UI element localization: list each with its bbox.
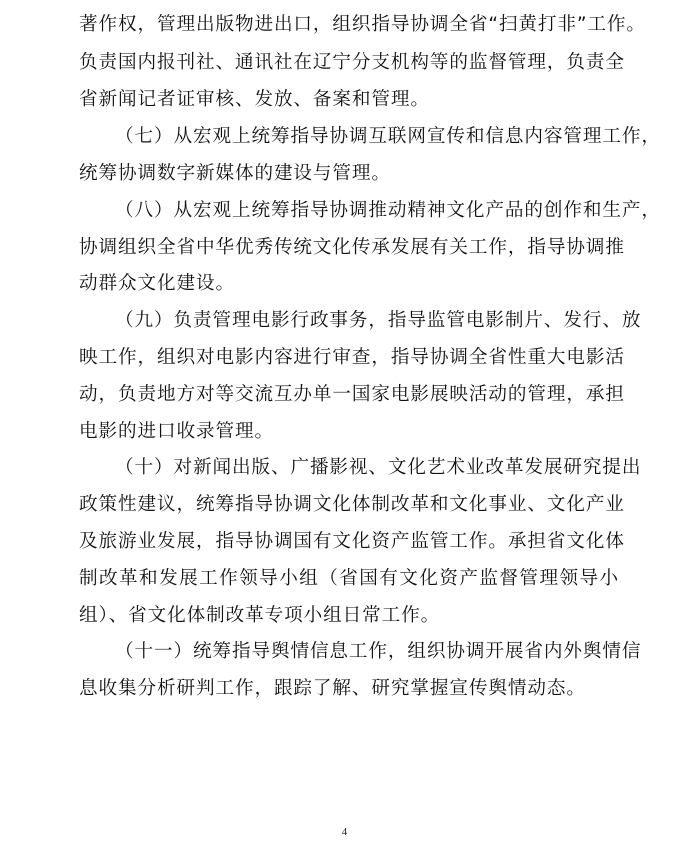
text-line-11: 动，负责地方对等交流互办单一国家电影展映活动的管理，承担 <box>79 384 625 405</box>
text-line-7: 协调组织全省中华优秀传统文化传承发展有关工作，指导协调推 <box>79 237 625 258</box>
text-line-10: 映工作，组织对电影内容进行审查，指导协调全省性重大电影活 <box>79 347 625 368</box>
text-line-12: 电影的进口收录管理。 <box>79 421 274 442</box>
text-line-4: （七）从宏观上统筹指导协调互联网宣传和信息内容管理工作， <box>115 126 661 147</box>
text-line-9: （九）负责管理电影行政事务，指导监管电影制片、发行、放 <box>115 310 642 331</box>
text-line-3: 省新闻记者证审核、发放、备案和管理。 <box>79 89 430 110</box>
page-number: 4 <box>341 826 348 838</box>
text-line-13: （十）对新闻出版、广播影视、文化艺术业改革发展研究提出 <box>115 457 642 478</box>
text-line-18: （十一）统筹指导舆情信息工作，组织协调开展省内外舆情信 <box>115 641 642 662</box>
text-line-15: 及旅游业发展，指导协调国有文化资产监管工作。承担省文化体 <box>79 531 625 552</box>
text-line-5: 统筹协调数字新媒体的建设与管理。 <box>79 163 391 184</box>
text-line-19: 息收集分析研判工作，跟踪了解、研究掌握宣传舆情动态。 <box>79 678 586 699</box>
text-line-14: 政策性建议，统筹指导协调文化体制改革和文化事业、文化产业 <box>79 494 625 515</box>
text-line-1: 著作权，管理出版物进出口，组织指导协调全省“扫黄打非”工作。 <box>79 14 646 35</box>
text-line-16: 制改革和发展工作领导小组（省国有文化资产监督管理领导小 <box>79 568 619 589</box>
text-line-8: 动群众文化建设。 <box>79 273 235 294</box>
text-line-6: （八）从宏观上统筹指导协调推动精神文化产品的创作和生产， <box>115 200 661 221</box>
text-line-2: 负责国内报刊社、通讯社在辽宁分支机构等的监督管理，负责全 <box>79 52 625 73</box>
text-line-17: 组）、省文化体制改革专项小组日常工作。 <box>79 605 441 626</box>
